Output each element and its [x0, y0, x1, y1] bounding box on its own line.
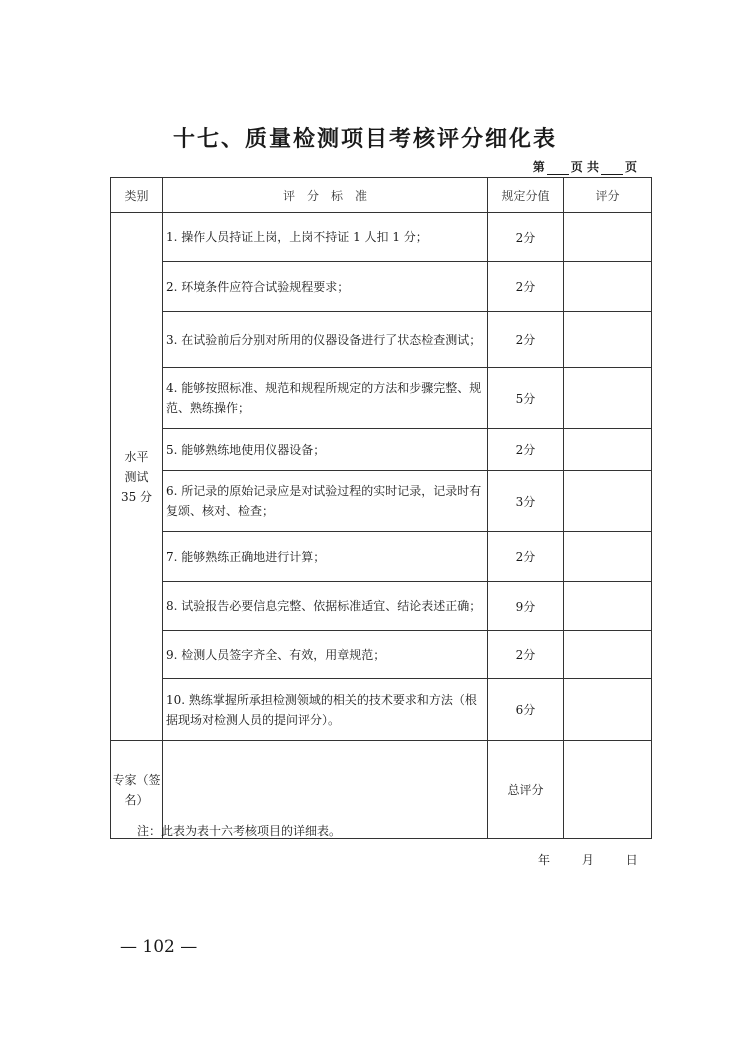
score-cell[interactable] — [564, 582, 652, 631]
criteria-cell: 9. 检测人员签字齐全、有效，用章规范； — [163, 631, 488, 679]
total-score-label: 总评分 — [488, 741, 564, 839]
score-cell[interactable] — [564, 312, 652, 368]
points-cell: 2分 — [488, 631, 564, 679]
criteria-cell: 7. 能够熟练正确地进行计算； — [163, 532, 488, 582]
page-marker-ye2: 页 — [624, 160, 637, 174]
table-row — [111, 679, 652, 741]
date-day: 日 — [625, 853, 638, 867]
header-score: 评分 — [564, 178, 652, 213]
criteria-cell: 6. 所记录的原始记录应是对试验过程的实时记录，记录时有复颂、核对、检查； — [163, 471, 488, 532]
page-number-marker — [533, 158, 637, 175]
page-title: 十七、质量检测项目考核评分细化表 — [172, 126, 557, 152]
criteria-cell: 4. 能够按照标准、规范和规程所规定的方法和步骤完整、规范、熟练操作； — [163, 368, 488, 429]
score-cell[interactable] — [564, 471, 652, 532]
date-line — [538, 851, 638, 868]
page-marker-gong: 共 — [586, 160, 599, 174]
table-row — [111, 471, 652, 532]
table-row — [111, 312, 652, 368]
table-row — [111, 532, 652, 582]
criteria-cell: 5. 能够熟练地使用仪器设备； — [163, 429, 488, 471]
header-points: 规定分值 — [488, 178, 564, 213]
table-row — [111, 429, 652, 471]
points-cell: 2分 — [488, 262, 564, 312]
criteria-cell: 1. 操作人员持证上岗，上岗不持证 1 人扣 1 分； — [163, 213, 488, 262]
date-month: 月 — [581, 853, 594, 867]
date-year: 年 — [538, 853, 551, 867]
page-footer-number: — 102 — — [120, 937, 198, 957]
header-category: 类别 — [111, 178, 163, 213]
score-cell[interactable] — [564, 532, 652, 582]
table-row — [111, 368, 652, 429]
points-cell: 2分 — [488, 213, 564, 262]
score-cell[interactable] — [564, 213, 652, 262]
score-cell[interactable] — [564, 262, 652, 312]
page-marker-ye: 页 — [570, 160, 583, 174]
category-line: 水平 — [124, 449, 149, 464]
criteria-cell: 10. 熟练掌握所承担检测领域的相关的技术要求和方法（根据现场对检测人员的提问评分）。 — [163, 679, 488, 741]
points-cell: 2分 — [488, 312, 564, 368]
score-cell[interactable] — [564, 429, 652, 471]
score-cell[interactable] — [564, 679, 652, 741]
points-cell: 9分 — [488, 582, 564, 631]
category-cell — [111, 213, 163, 741]
page-marker-di: 第 — [532, 160, 545, 174]
category-line: 35 分 — [120, 489, 153, 504]
page-blank — [547, 162, 569, 175]
total-score-cell[interactable] — [564, 741, 652, 839]
table-note: 注：此表为表十六考核项目的详细表。 — [137, 824, 342, 838]
table-row — [111, 213, 652, 262]
table-row — [111, 631, 652, 679]
criteria-cell: 2. 环境条件应符合试验规程要求； — [163, 262, 488, 312]
score-cell[interactable] — [564, 368, 652, 429]
scoring-table — [110, 177, 652, 839]
points-cell: 2分 — [488, 429, 564, 471]
total-blank — [601, 162, 623, 175]
expert-label: 专家（签名） — [111, 741, 163, 839]
table-row — [111, 582, 652, 631]
points-cell: 6分 — [488, 679, 564, 741]
points-cell: 2分 — [488, 532, 564, 582]
criteria-cell: 3. 在试验前后分别对所用的仪器设备进行了状态检查测试； — [163, 312, 488, 368]
score-cell[interactable] — [564, 631, 652, 679]
points-cell: 3分 — [488, 471, 564, 532]
header-criteria: 评 分 标 准 — [163, 178, 488, 213]
category-line: 测试 — [124, 469, 149, 484]
table-row — [111, 262, 652, 312]
points-cell: 5分 — [488, 368, 564, 429]
header-row — [111, 178, 652, 213]
criteria-cell: 8. 试验报告必要信息完整、依据标准适宜、结论表述正确； — [163, 582, 488, 631]
